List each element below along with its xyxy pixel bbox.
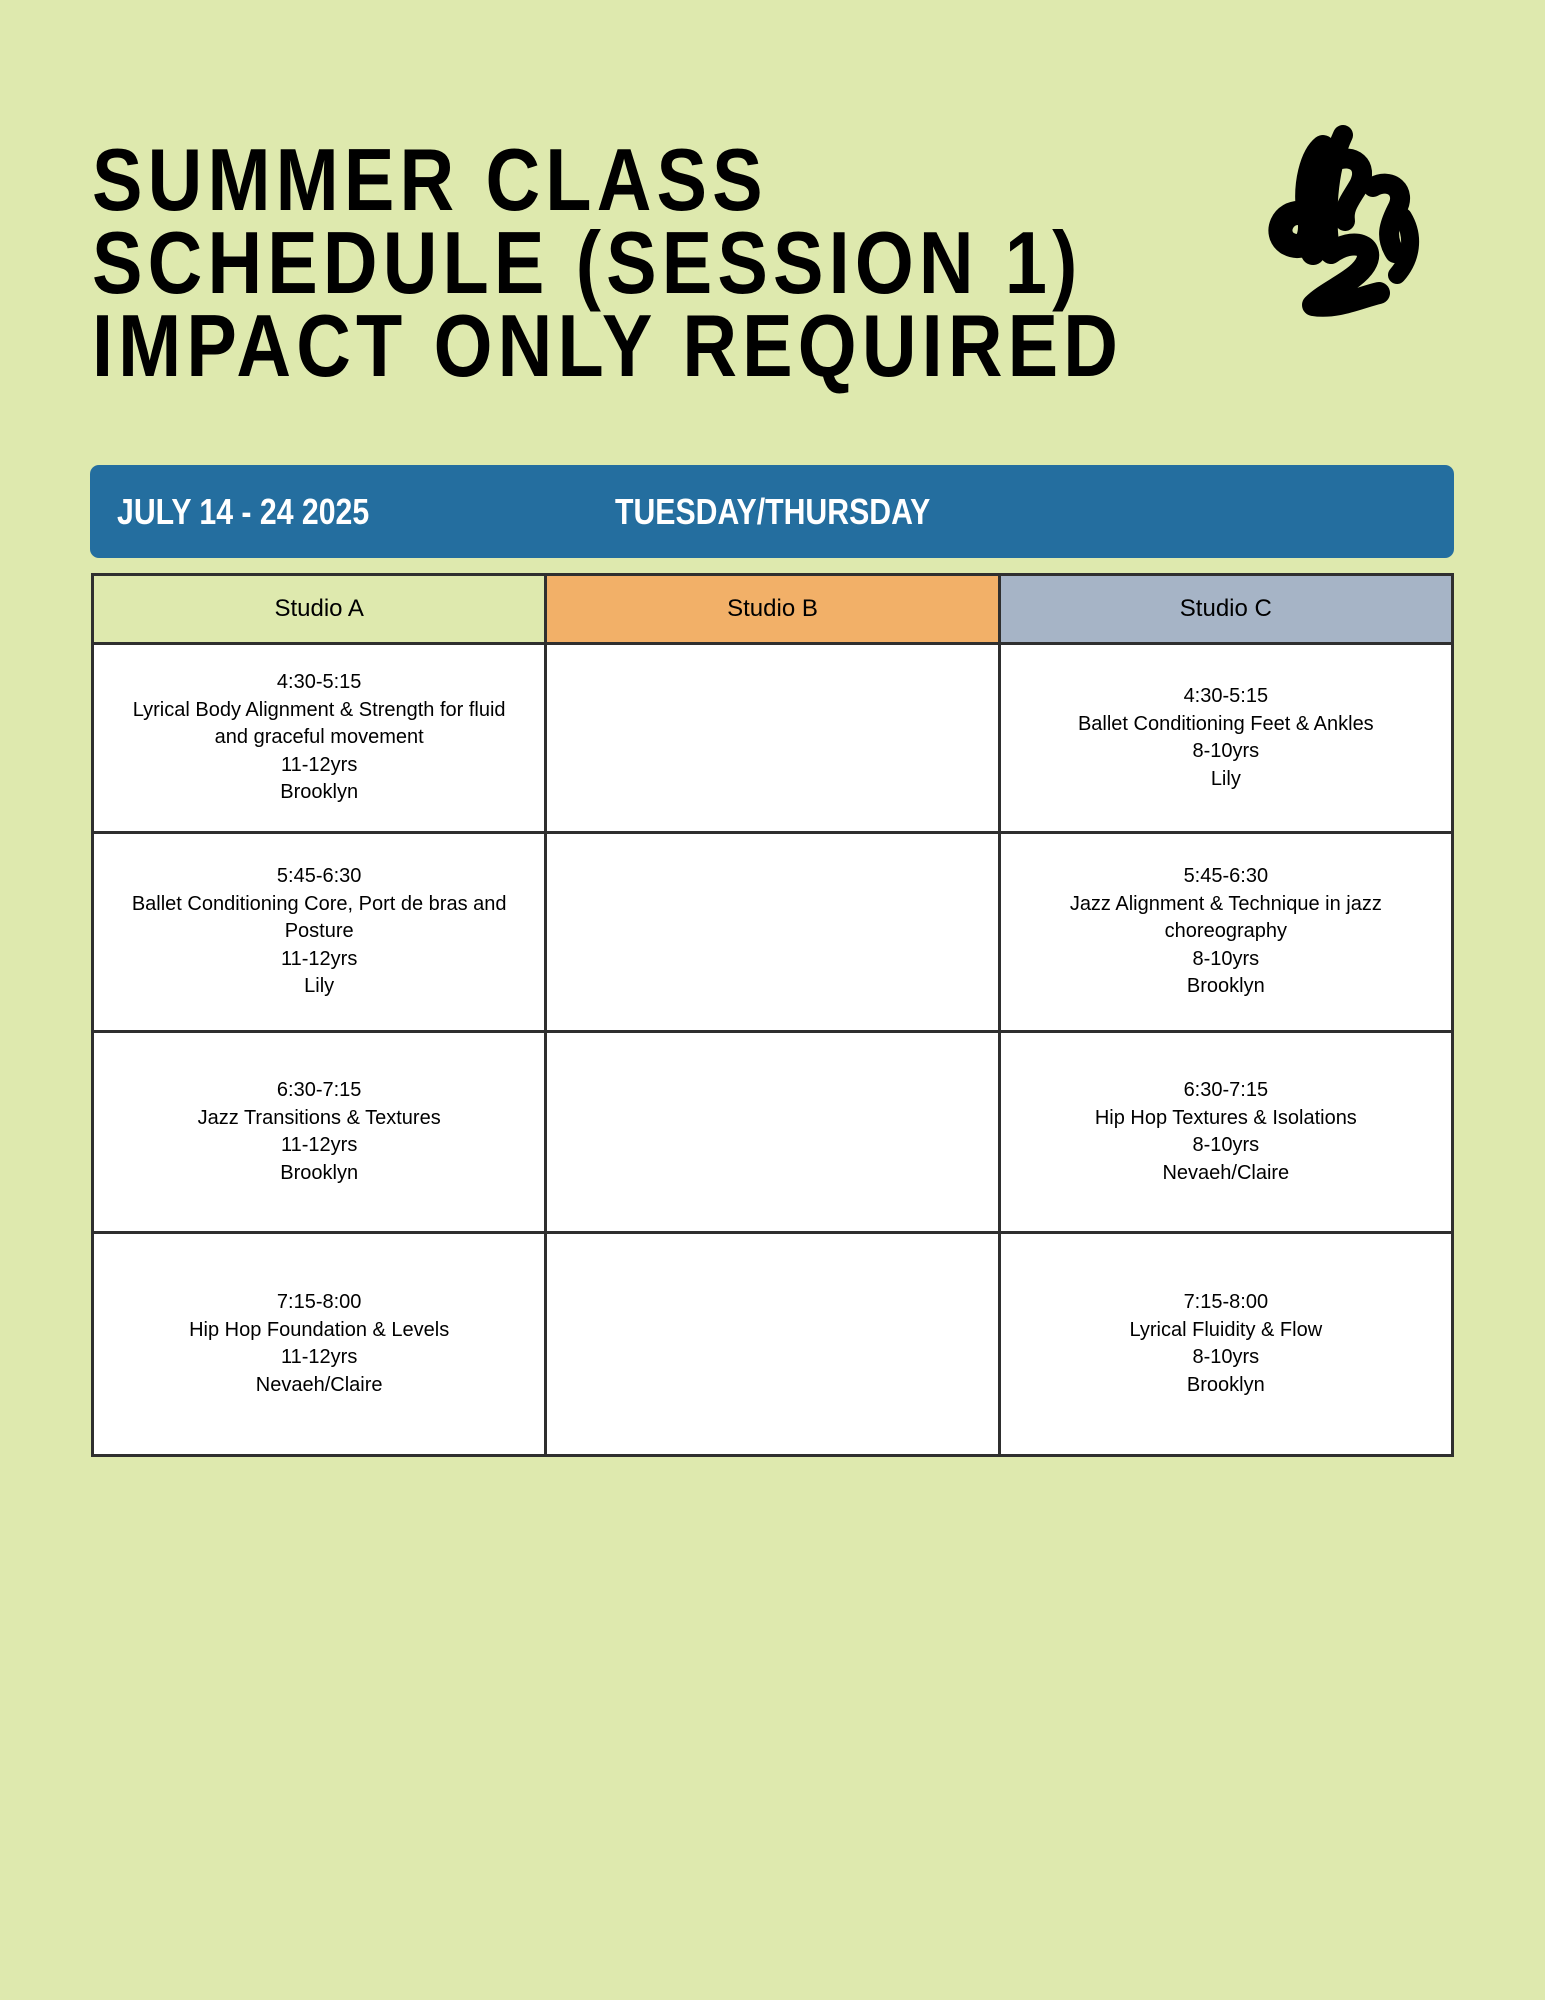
- empty-cell-studio-b: [546, 833, 999, 1032]
- class-title: Posture: [284, 920, 354, 943]
- class-title: choreography: [1164, 920, 1287, 943]
- title-line-2: SCHEDULE (SESSION 1): [92, 213, 1083, 312]
- class-cell-studio-a: [93, 644, 546, 833]
- class-title: Hip Hop Textures & Isolations: [1094, 1106, 1357, 1129]
- table-row: [93, 644, 1453, 833]
- session-dates: JULY 14 - 24 2025: [117, 491, 370, 532]
- studio-b-header: Studio B: [546, 575, 999, 644]
- class-title: Hip Hop Foundation & Levels: [189, 1318, 450, 1341]
- class-teacher: Brooklyn: [1186, 975, 1265, 998]
- class-title: Lyrical Body Alignment & Strength for fluid: [132, 698, 506, 721]
- class-teacher: Lily: [1210, 767, 1241, 790]
- title-line-1: SUMMER CLASS: [92, 130, 768, 229]
- class-cell-studio-a: [93, 833, 546, 1032]
- class-ages: 11-12yrs: [281, 753, 358, 776]
- class-teacher: Brooklyn: [1186, 1373, 1265, 1396]
- studio-c-header: Studio C: [999, 575, 1452, 644]
- class-time: 4:30-5:15: [1183, 685, 1269, 707]
- class-title: Jazz Alignment & Technique in jazz: [1069, 892, 1382, 915]
- class-cell-studio-c: [999, 1032, 1452, 1233]
- class-time: 5:45-6:30: [276, 865, 362, 888]
- title-line-3: IMPACT ONLY REQUIRED: [92, 296, 1124, 395]
- class-title: Ballet Conditioning Core, Port de bras and: [131, 892, 507, 915]
- class-title: Ballet Conditioning Feet & Ankles: [1077, 712, 1374, 735]
- class-time: 7:15-8:00: [1183, 1291, 1269, 1313]
- class-time: 5:45-6:30: [1183, 865, 1269, 888]
- class-cell-studio-c: [999, 833, 1452, 1032]
- header-row: [93, 575, 1453, 644]
- class-time: 4:30-5:15: [276, 671, 362, 694]
- table-row: [93, 833, 1453, 1032]
- class-time: 6:30-7:15: [1183, 1079, 1269, 1101]
- class-cell-studio-c: [999, 1233, 1452, 1456]
- class-title: Lyrical Fluidity & Flow: [1129, 1318, 1323, 1341]
- class-time: 7:15-8:00: [276, 1291, 362, 1313]
- empty-cell-studio-b: [546, 1233, 999, 1456]
- class-ages: 8-10yrs: [1192, 1346, 1260, 1368]
- class-teacher: Brooklyn: [280, 1161, 359, 1184]
- class-cell-studio-a: [93, 1032, 546, 1233]
- class-ages: 8-10yrs: [1192, 1134, 1260, 1156]
- class-teacher: Brooklyn: [280, 781, 359, 804]
- table-row: [93, 1233, 1453, 1456]
- class-time: 6:30-7:15: [276, 1079, 362, 1101]
- class-title: and graceful movement: [214, 726, 424, 749]
- empty-cell-studio-b: [546, 1032, 999, 1233]
- class-ages: 11-12yrs: [281, 947, 358, 970]
- session-days: TUESDAY/THURSDAY: [615, 491, 931, 532]
- class-ages: 11-12yrs: [281, 1134, 358, 1156]
- class-ages: 8-10yrs: [1192, 947, 1260, 970]
- class-title: Jazz Transitions & Textures: [197, 1106, 441, 1129]
- class-teacher: Nevaeh/Claire: [1162, 1161, 1290, 1184]
- empty-cell-studio-b: [546, 644, 999, 833]
- brand-monogram-logo-icon: [1265, 125, 1425, 320]
- schedule-table: [91, 573, 1454, 1457]
- class-teacher: Lily: [304, 975, 335, 998]
- studio-a-header: Studio A: [93, 575, 546, 644]
- table-row: [93, 1032, 1453, 1233]
- class-ages: 11-12yrs: [281, 1346, 358, 1368]
- class-cell-studio-c: [999, 644, 1452, 833]
- class-ages: 8-10yrs: [1192, 740, 1260, 762]
- page-title: [92, 130, 1124, 395]
- class-teacher: Nevaeh/Claire: [255, 1373, 383, 1396]
- date-banner: [90, 465, 1454, 558]
- class-cell-studio-a: [93, 1233, 546, 1456]
